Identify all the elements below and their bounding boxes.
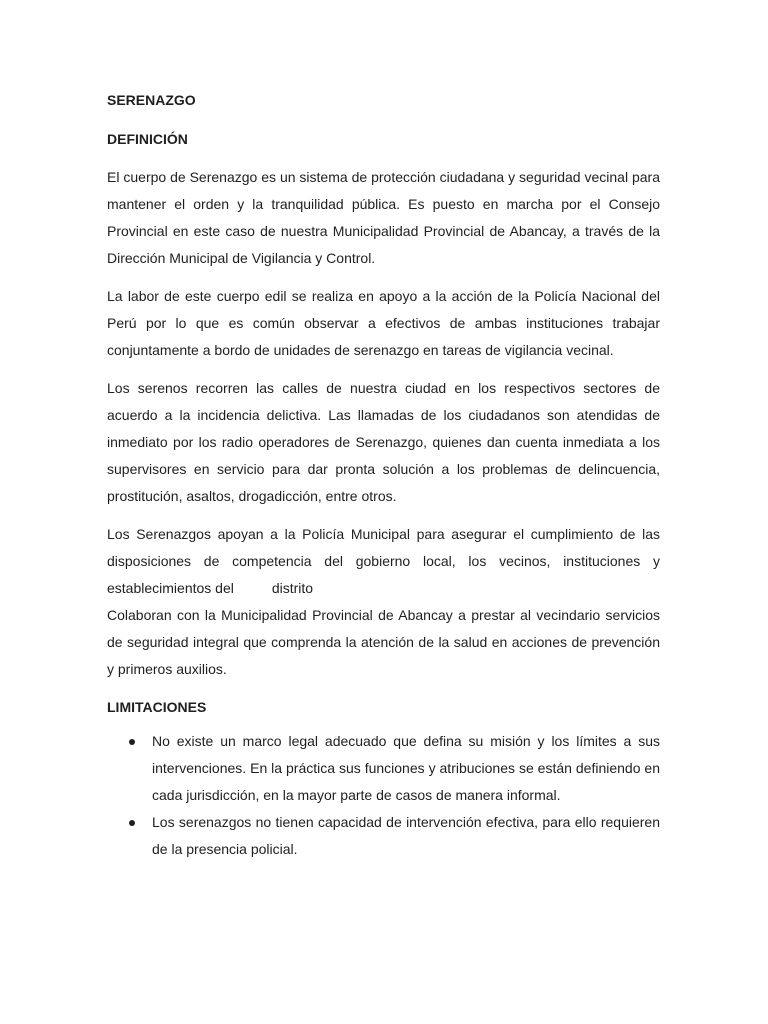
limitation-text-2: Los serenazgos no tienen capacidad de intervención efectiva, para ello requieren de la presencia policial. bbox=[152, 814, 660, 857]
limitations-list bbox=[107, 728, 660, 863]
list-item bbox=[107, 809, 660, 863]
paragraph-4 bbox=[107, 521, 660, 602]
limitation-text-1: No existe un marco legal adecuado que defina su misión y los límites a sus intervenciones. En la práctica sus funciones y atribuciones se están definiendo en cada jurisdicción, en la mayor parte de casos de manera informal. bbox=[152, 733, 660, 803]
document-title: SERENAZGO bbox=[107, 92, 196, 108]
limitations-heading: LIMITACIONES bbox=[107, 699, 207, 715]
paragraph-2: La labor de este cuerpo edil se realiza en apoyo a la acción de la Policía Nacional del Perú por lo que es común observar a efectivos de ambas instituciones trabajar conjuntamente a bordo de unidades de serenazgo en tareas de vigilancia vecinal. bbox=[107, 288, 660, 358]
paragraph-1: El cuerpo de Serenazgo es un sistema de protección ciudadana y seguridad vecinal para mantener el orden y la tranquilidad pública. Es puesto en marcha por el Consejo Provincial en este caso de nuestra Municipalidad Provincial de Abancay, a través de la Dirección Municipal de Vigilancia y Control. bbox=[107, 169, 660, 266]
definition-heading: DEFINICIÓN bbox=[107, 131, 188, 147]
paragraph-3: Los serenos recorren las calles de nuestra ciudad en los respectivos sectores de acuerdo a la incidencia delictiva. Las llamadas de los ciudadanos son atendidas de inmediato por los radio operadores de Serenazgo, quienes dan cuenta inmediata a los supervisores en servicio para dar pronta solución a los problemas de delincuencia, prostitución, asaltos, drogadicción, entre otros. bbox=[107, 380, 660, 504]
bullet-icon bbox=[129, 820, 135, 826]
paragraph-4-text: Los Serenazgos apoyan a la Policía Municipal para asegurar el cumplimiento de las disposiciones de competencia del gobierno local, los vecinos, instituciones y establecimientos del bbox=[107, 526, 660, 596]
list-item bbox=[107, 728, 660, 809]
bullet-icon bbox=[129, 739, 135, 745]
paragraph-4-tail: distrito bbox=[271, 580, 314, 596]
paragraph-5: Colaboran con la Municipalidad Provincial de Abancay a prestar al vecindario servicios de seguridad integral que comprenda la atención de la salud en acciones de prevención y primeros auxilios. bbox=[107, 607, 660, 677]
document-page bbox=[107, 90, 660, 863]
